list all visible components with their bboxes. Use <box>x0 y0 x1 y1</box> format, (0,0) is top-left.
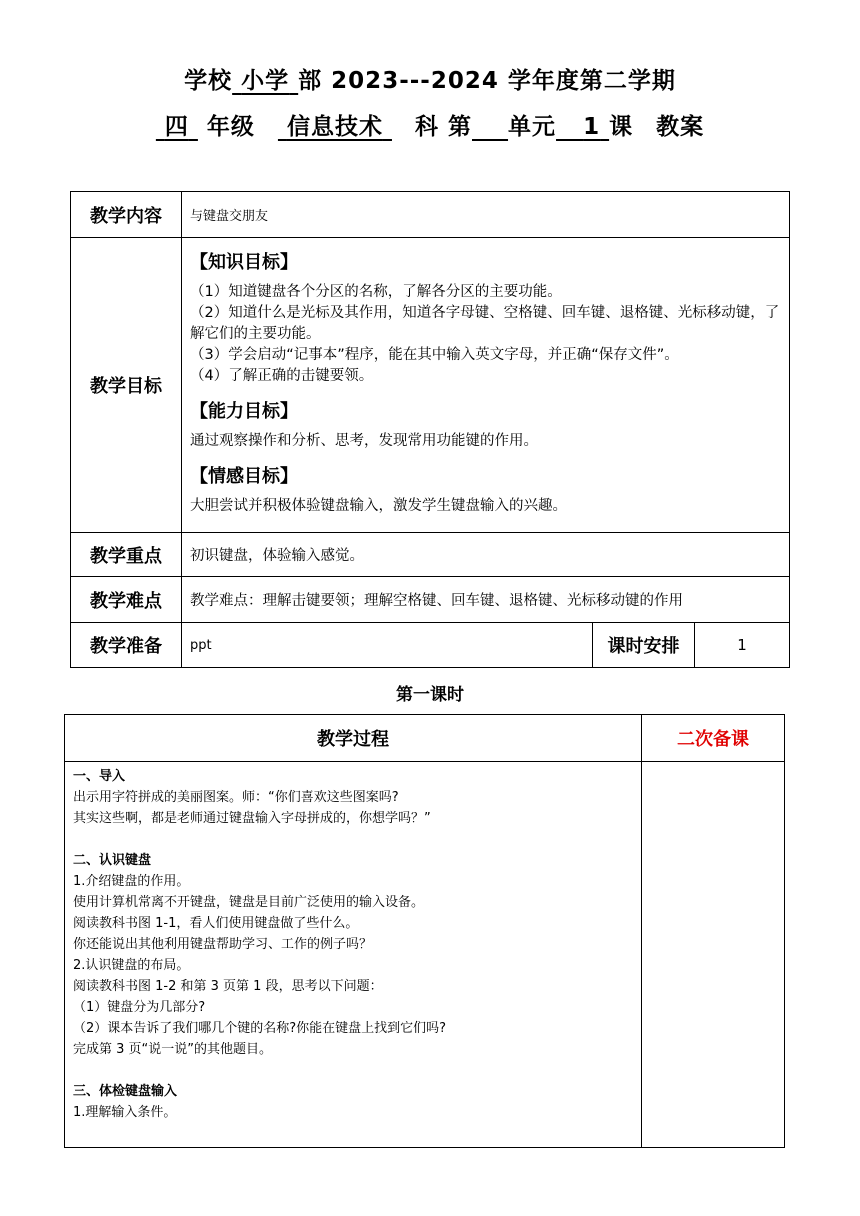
header-unit-label: 单元 <box>508 114 557 140</box>
emotion-text: 大胆尝试并积极体验键盘输入，激发学生键盘输入的兴趣。 <box>190 498 567 514</box>
preparation-row <box>71 623 790 668</box>
process-line <box>73 829 633 850</box>
knowledge-item-4: （4）了解正确的击键要领。 <box>190 368 374 384</box>
preparation-label: 教学准备 <box>71 623 182 668</box>
header-unit-blank <box>472 114 508 140</box>
process-line: 完成第 3 页“说一说”的其他题目。 <box>73 1042 273 1057</box>
process-line: （1）键盘分为几部分? <box>73 1000 206 1015</box>
preparation-value: ppt <box>182 623 593 668</box>
goals-content <box>182 238 790 533</box>
second-prep-label: 二次备课 <box>642 715 785 762</box>
key-point-row <box>71 533 790 577</box>
knowledge-item-2: （2）知道什么是光标及其作用，知道各字母键、空格键、回车键、退格键、光标移动键，了解它们的主要功能。 <box>190 305 780 342</box>
process-section-heading: 二、认识键盘 <box>73 853 152 868</box>
header-grade: 四 <box>164 114 189 140</box>
lesson-title: 第一课时 <box>396 685 464 705</box>
header-subject-label: 科 <box>414 114 439 140</box>
content-value: 与键盘交朋友 <box>182 192 790 238</box>
process-body-row <box>65 762 785 1148</box>
process-line: 阅读教科书图 1-2 和第 3 页第 1 段，思考以下问题： <box>73 979 383 994</box>
header-lesson-label: 课 <box>609 114 634 140</box>
lesson-info-table <box>70 191 790 668</box>
process-section-heading: 三、体检键盘输入 <box>73 1084 178 1099</box>
process-header-row <box>65 715 785 762</box>
teaching-process-table <box>64 714 785 1148</box>
process-section-heading: 一、导入 <box>73 769 126 784</box>
content-label: 教学内容 <box>71 192 182 238</box>
header-term: 部 2023---2024 学年度第二学期 <box>298 68 676 94</box>
process-line: 使用计算机常离不开键盘，键盘是目前广泛使用的输入设备。 <box>73 895 425 910</box>
header-grade-label: 年级 <box>206 114 255 140</box>
difficulty-row <box>71 577 790 623</box>
knowledge-title: 【知识目标】 <box>190 252 298 273</box>
process-line: 2.认识键盘的布局。 <box>73 958 190 973</box>
header-line-2 <box>0 108 860 141</box>
key-point-label: 教学重点 <box>71 533 182 577</box>
content-row <box>71 192 790 238</box>
goals-row <box>71 238 790 533</box>
header-school-label: 学校 <box>184 68 233 94</box>
header-doc-type: 教案 <box>656 114 705 140</box>
header-unit-prefix: 第 <box>448 114 472 140</box>
process-line: 出示用字符拼成的美丽图案。师：“你们喜欢这些图案吗? <box>73 790 399 805</box>
difficulty-label: 教学难点 <box>71 577 182 623</box>
hours-value: 1 <box>695 623 790 668</box>
process-label: 教学过程 <box>65 715 642 762</box>
ability-text: 通过观察操作和分析、思考，发现常用功能键的作用。 <box>190 433 538 449</box>
header-line-1 <box>0 62 860 95</box>
difficulty-value: 教学难点：理解击键要领；理解空格键、回车键、退格键、光标移动键的作用 <box>182 577 790 623</box>
process-line: 其实这些啊，都是老师通过键盘输入字母拼成的，你想学吗？” <box>73 811 431 826</box>
goals-label: 教学目标 <box>71 238 182 533</box>
header-lesson-number: 1 <box>583 114 601 140</box>
knowledge-item-3: （3）学会启动“记事本”程序，能在其中输入英文字母，并正确“保存文件”。 <box>190 347 679 363</box>
knowledge-item-1: （1）知道键盘各个分区的名称，了解各分区的主要功能。 <box>190 284 562 300</box>
process-line: 你还能说出其他利用键盘帮助学习、工作的例子吗？ <box>73 937 373 952</box>
process-line <box>73 1060 633 1081</box>
hours-label: 课时安排 <box>593 623 695 668</box>
process-line: 1.理解输入条件。 <box>73 1105 177 1120</box>
header-subject: 信息技术 <box>286 114 383 140</box>
second-prep-content <box>642 762 785 1148</box>
key-point-value: 初识键盘，体验输入感觉。 <box>182 533 790 577</box>
process-line: 阅读教科书图 1-1，看人们使用键盘做了些什么。 <box>73 916 359 931</box>
emotion-title: 【情感目标】 <box>190 466 298 487</box>
header-school-name: 小学 <box>241 68 290 94</box>
process-line: 1.介绍键盘的作用。 <box>73 874 190 889</box>
process-line: （2）课本告诉了我们哪几个键的名称?你能在键盘上找到它们吗? <box>73 1021 447 1036</box>
ability-title: 【能力目标】 <box>190 401 298 422</box>
process-content <box>65 762 642 1148</box>
